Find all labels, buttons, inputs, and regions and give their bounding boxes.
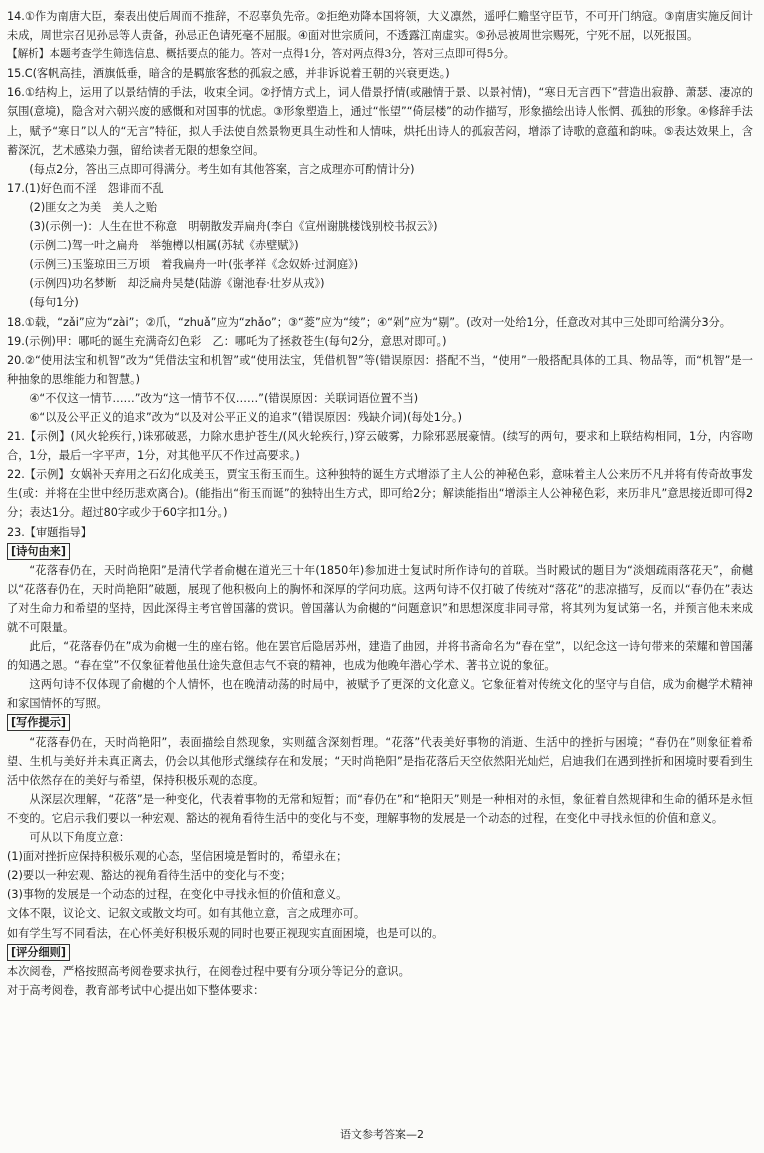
answer-paragraph: 如有学生写不同看法，在心怀美好积极乐观的同时也要正视现实直面困境，也是可以的。 — [7, 926, 444, 940]
answer-paragraph: 此后，“花落春仍在”成为俞樾一生的座右铭。他在罢官后隐居苏州，建造了曲园，并将书斋命名为“春在堂”，以纪念这一诗句带来的荣耀和曾国藩的知遇之恩。“春在堂”不仅象征着他虽仕途失意但志气不衰的精神，也成为他晚年潜心学术、著书立说的象征。 — [7, 640, 753, 673]
section-heading — [7, 943, 753, 962]
answer-paragraph: (示例二)驾一叶之扁舟 举匏樽以相属(苏轼《赤壁赋》) — [29, 239, 299, 253]
answer-paragraph: (2)匪女之为美 美人之贻 — [29, 200, 158, 214]
answer-paragraph: 17.(1)好色而不淫 怨诽而不乱 — [7, 181, 164, 195]
answer-sheet — [7, 7, 753, 1000]
answer-paragraph: “花落春仍在，天时尚艳阳”，表面描绘自然现象，实则蕴含深刻哲理。“花落”代表美好事物的消逝、生活中的挫折与困境；“春仍在”则象征着希望、生机与美好并未真正离去，仍会以其他形式继续存在和发展；“天时尚艳阳”是指花落后天空依然阳光灿烂，启迪我们在遇到挫折和困境时要看到生活中依然存在的美好与希望，保持积极乐观的态度。 — [7, 735, 753, 787]
section-heading — [7, 713, 753, 732]
answer-paragraph: 对于高考阅卷，教育部考试中心提出如下整体要求： — [7, 983, 265, 997]
answer-paragraph: (2)要以一种宏观、豁达的视角看待生活中的变化与不变； — [7, 869, 292, 883]
answer-paragraph: 23.【审题指导】 — [7, 525, 92, 539]
answer-paragraph: (示例三)玉鉴琼田三万顷 着我扁舟一叶(张孝祥《念奴娇·过洞庭》) — [29, 258, 359, 272]
section-heading — [7, 542, 753, 561]
answer-paragraph: (3)事物的发展是一个动态的过程，在变化中寻找永恒的价值和意义。 — [7, 888, 348, 902]
answer-paragraph: (每点2分，答出三点即可得满分。考生如有其他答案，言之成理亦可酌情计分) — [29, 162, 415, 176]
answer-paragraph: 21.【示例】(风火轮疾行，)诛邪破恶，力除水患护苍生/(风火轮疾行，)穿云破雾，力除邪恶展豪情。(续写的两句，要求和上联结构相同，1分，内容吻合，1分，最后一字平声，1分，对其他平仄不作过高要求。) — [7, 430, 753, 463]
section-heading-label: [写作提示] — [7, 714, 70, 731]
answer-paragraph: 可从以下角度立意： — [29, 831, 131, 845]
answer-paragraph: ⑥“以及公平正义的追求”改为“以及对公平正义的追求”(错误原因：残缺介词)(每处1分。) — [29, 410, 462, 424]
answer-paragraph: (每句1分) — [29, 296, 79, 310]
answer-paragraph: 19.(示例)甲：哪吒的诞生充满奇幻色彩 乙：哪吒为了拯救苍生(每句2分，意思对即可。) — [7, 334, 447, 348]
answer-paragraph: 文体不限，议论文、记叙文或散文均可。如有其他立意，言之成理亦可。 — [7, 907, 366, 921]
answer-paragraph: (3)(示例一)：人生在世不称意 明朝散发弄扁舟(李白《宣州谢朓楼饯别校书叔云》) — [29, 220, 438, 234]
answer-paragraph: (1)面对挫折应保持积极乐观的心态，坚信困境是暂时的，希望永在； — [7, 850, 348, 864]
answer-paragraph: “花落春仍在，天时尚艳阳”是清代学者俞樾在道光三十年(1850年)参加进士复试时所作诗句的首联。当时殿试的题目为“淡烟疏雨落花天”，俞樾以“花落春仍在，天时尚艳阳”破题，展现了他积极向上的胸怀和深厚的学问功底。这两句诗不仅打破了传统对“落花”的悲凉描写，反而以“春仍在”表达了对生命力和希望的坚持，因此深得主考官曾国藩的赏识。曾国藩认为俞樾的“问题意识”和思想深度非同寻常，将其列为复试第一名，并预言他未来成就不可限量。 — [7, 563, 753, 634]
answer-paragraph: (示例四)功名梦断 却泛扁舟吴楚(陆游《谢池春·壮岁从戎》) — [29, 277, 325, 291]
answer-paragraph: 14.①作为南唐大臣，秦表出使后周而不推辞，不忍辜负先帝。②拒绝劝降本国将领，大义凛然，遥呼仁赡坚守臣节，不可开门纳寇。③南唐实施反间计未成，周世宗召见孙忌等人责备，孙忌正色请死毫不屈服。④面对世宗质问，不透露江南虚实。⑤孙忌被周世宗赐死，宁死不屈，以死报国。 — [7, 10, 753, 43]
answer-paragraph: 【解析】本题考查学生筛选信息、概括要点的能力。答对一点得1分，答对两点得3分，答对三点即可得5分。 — [7, 48, 515, 61]
answer-paragraph: 这两句诗不仅体现了俞樾的个人情怀，也在晚清动荡的时局中，被赋予了更深的文化意义。它象征着对传统文化的坚守与自信，成为俞樾学术精神和家国情怀的写照。 — [7, 678, 753, 711]
answer-paragraph: 从深层次理解，“花落”是一种变化，代表着事物的无常和短暂；而“春仍在”和“艳阳天”则是一种相对的永恒，象征着自然规律和生命的循环是永恒不变的。它启示我们要以一种宏观、豁达的视角看待生活中的变化与不变，理解事物的发展是一个动态的过程，在变化中寻找永恒的价值和意义。 — [7, 792, 753, 825]
answer-paragraph: 22.【示例】女娲补天弃用之石幻化成美玉，贾宝玉衔玉而生。这种独特的诞生方式增添了主人公的神秘色彩，意味着主人公来历不凡并将有传奇故事发生(或：并将在尘世中经历悲欢离合)。(能指出“衔玉而诞”的独特出生方式，即可给2分；解读能指出“增添主人公神秘色彩，来历非凡”意思接近即可得2分；表达1分。超过80字或少于60字扣1分。) — [7, 468, 753, 520]
answer-paragraph: 15.C(客帆高挂，酒旗低垂，暗含的是羁旅客愁的孤寂之感，并非诉说着王朝的兴衰更迭。) — [7, 67, 450, 81]
answer-paragraph: 16.①结构上，运用了以景结情的手法，收束全词。②抒情方式上，词人借景抒情(或融情于景、以景衬情)，“寒日无言西下”营造出寂静、萧瑟、凄凉的氛围(意境)，隐含对六朝兴废的感慨和对国事的忧虑。③形象塑造上，通过“怅望”“倚层楼”的动作描写，形象描绘出诗人怅惘、孤独的形象。④修辞手法上，赋予“寒日”以人的“无言”特征，拟人手法使自然景物更具生动性和人情味，烘托出诗人的孤寂苦闷，增添了诗歌的意蕴和韵味。⑤表达效果上，含蓄深沉，艺术感染力强，留给读者无限的想象空间。 — [7, 86, 753, 157]
answer-paragraph: ④“不仅这一情节……”改为“这一情节不仅……”(错误原因：关联词语位置不当) — [29, 391, 419, 405]
answer-paragraph: 18.①载，“zǎi”应为“zài”；②爪，“zhuǎ”应为“zhǎo”；③“菱”应为“绫”；④“剁”应为“剔”。(改对一处给1分，任意改对其中三处即可给满分3分。 — [7, 315, 731, 329]
answer-paragraph: 20.②“使用法宝和机智”改为“凭借法宝和机智”或“使用法宝，凭借机智”等(错误原因：搭配不当，“使用”一般搭配具体的工具、物品等，而“机智”是一种抽象的思维能力和智慧。) — [7, 353, 753, 386]
answer-paragraph: 本次阅卷，严格按照高考阅卷要求执行，在阅卷过程中要有分项分等记分的意识。 — [7, 964, 410, 978]
section-heading-label: [评分细则] — [7, 944, 70, 961]
page-footer: 语文参考答案—2 — [340, 1128, 424, 1141]
section-heading-label: [诗句由来] — [7, 543, 70, 560]
